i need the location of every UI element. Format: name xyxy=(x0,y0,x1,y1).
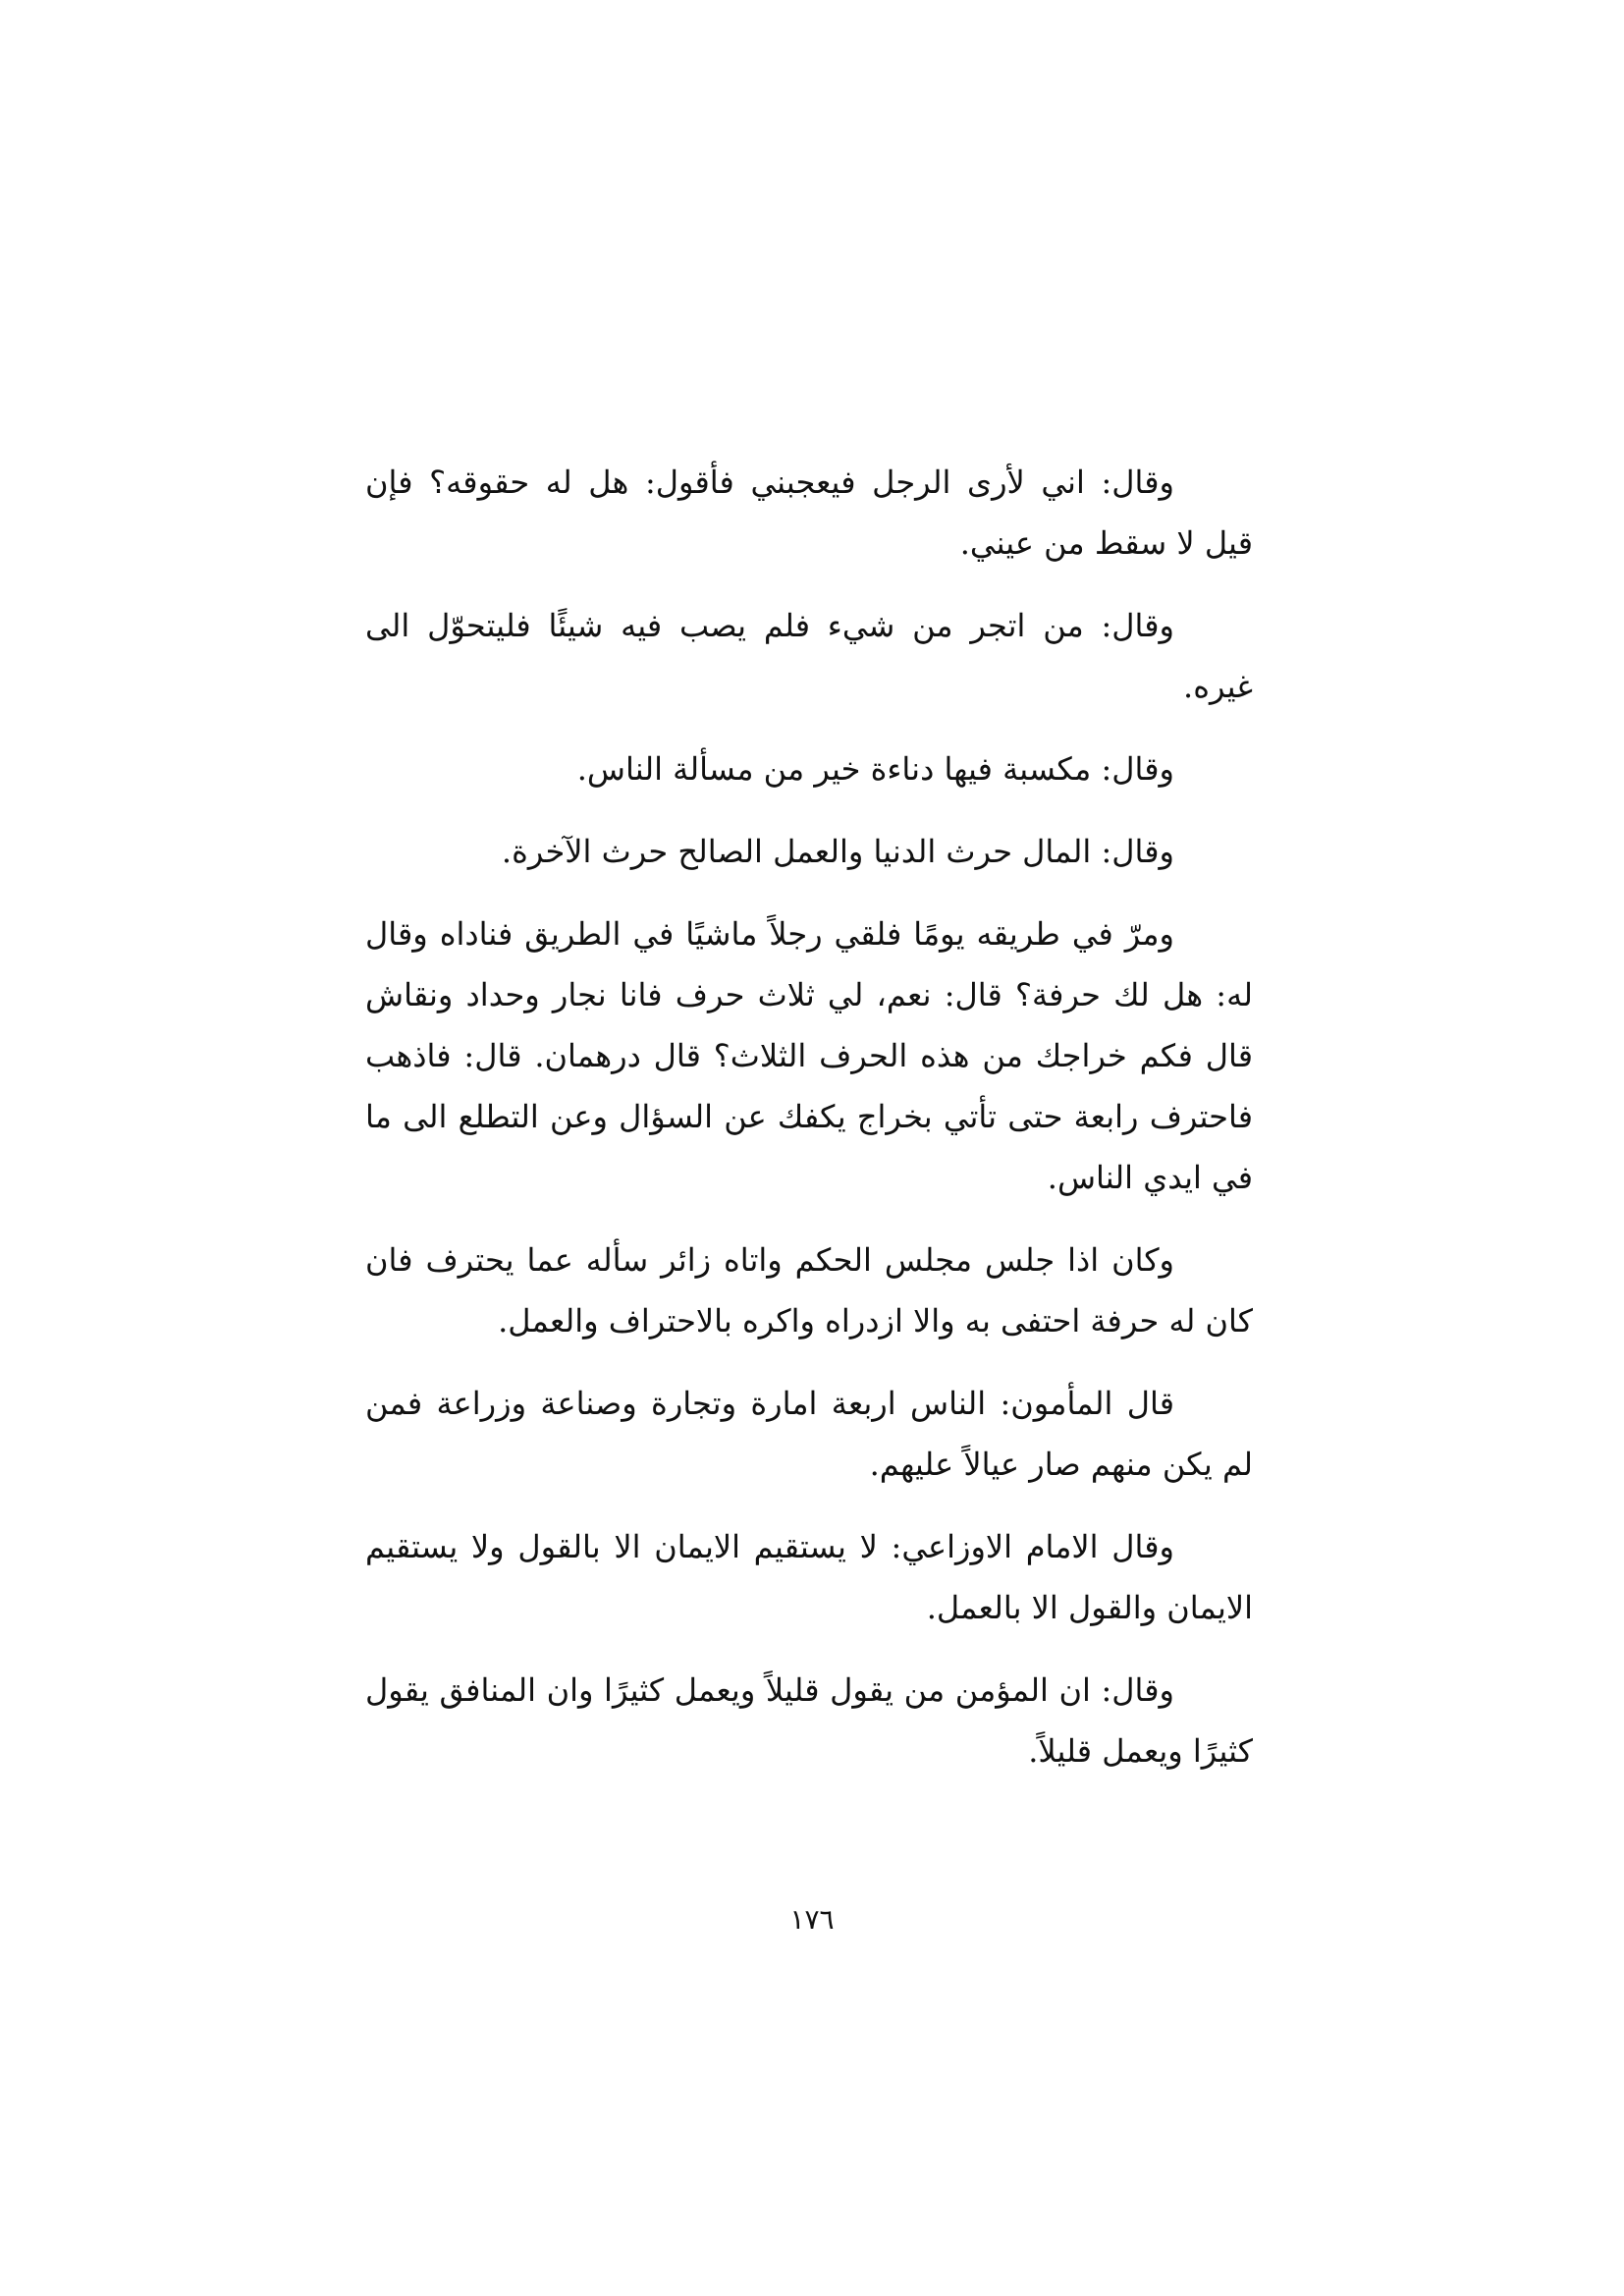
paragraph: وقال: ان المؤمن من يقول قليلاً ويعمل كثيرًا وان المنافق يقول كثيرًا ويعمل قليلاً. xyxy=(365,1671,1253,1770)
paragraph: قال المأمون: الناس اربعة امارة وتجارة وصناعة وزراعة فمن لم يكن منهم صار عيالاً عليهم. xyxy=(365,1385,1253,1483)
paragraph: وقال: مكسبة فيها دناءة خير من مسألة الناس. xyxy=(576,750,1174,788)
paragraph: وقال: المال حرث الدنيا والعمل الصالح حرث الآخرة. xyxy=(501,833,1174,870)
paragraph: وقال: اني لأرى الرجل فيعجبني فأقول: هل له حقوقه؟ فإن قيل لا سقط من عيني. xyxy=(365,464,1253,562)
page-body xyxy=(365,452,1253,1803)
paragraph: ومرّ في طريقه يومًا فلقي رجلاً ماشيًا في الطريق فناداه وقال له: هل لك حرفة؟ قال: نعم، لي ثلاث حرف فانا نجار وحداد ونقاش قال فكم خراجك من هذه الحرف الثلاث؟ قال درهمان. قال: فاذهب فاحترف رابعة حتى تأتي بخراج يكفك عن السؤال وعن التطلع الى ما في ايدي الناس. xyxy=(365,915,1254,1196)
paragraph: وقال الامام الاوزاعي: لا يستقيم الايمان الا بالقول ولا يستقيم الايمان والقول الا بالعمل. xyxy=(365,1528,1253,1626)
paragraph: وكان اذا جلس مجلس الحكم واتاه زائر سأله عما يحترف فان كان له حرفة احتفى به والا ازدراه واكره بالاحتراف والعمل. xyxy=(365,1241,1253,1339)
page-number: ١٧٦ xyxy=(789,1903,835,1936)
paragraph: وقال: من اتجر من شيء فلم يصب فيه شيئًا فليتحوّل الى غيره. xyxy=(365,607,1253,705)
